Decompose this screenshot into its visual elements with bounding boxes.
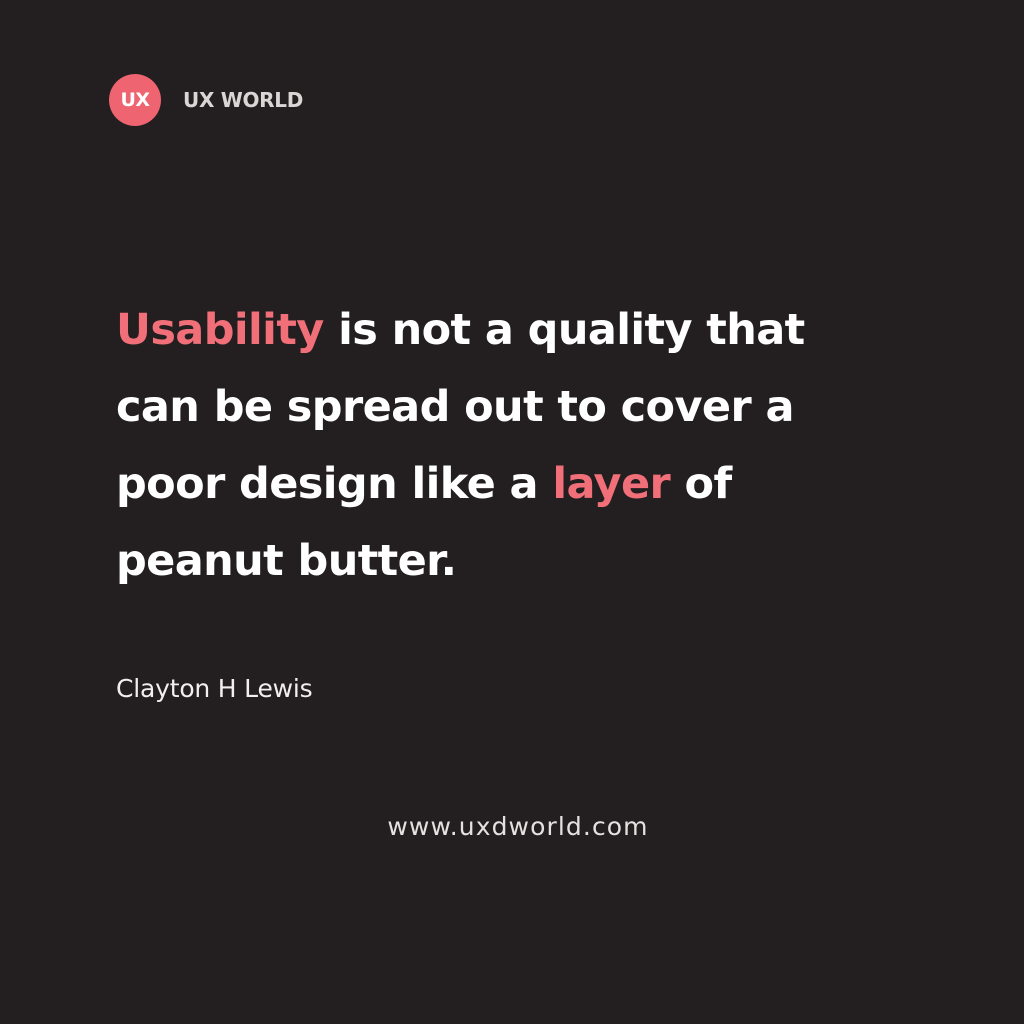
ux-logo-badge: UX bbox=[109, 74, 161, 126]
quote-line-3 bbox=[116, 446, 876, 523]
brand-name: UX WORLD bbox=[183, 88, 304, 112]
quote-line-3-after: of bbox=[670, 459, 732, 509]
brand-header bbox=[109, 74, 303, 126]
quote-line-3-before: poor design like a bbox=[116, 459, 553, 509]
quote-text bbox=[116, 292, 876, 600]
website-url: www.uxdworld.com bbox=[387, 812, 649, 841]
quote-highlight-usability: Usability bbox=[116, 305, 324, 355]
quote-highlight-layer: layer bbox=[552, 459, 671, 509]
quote-line-1-rest: is not a quality that bbox=[323, 305, 805, 355]
quote-line-4: peanut butter. bbox=[116, 536, 457, 586]
quote-author: Clayton H Lewis bbox=[116, 674, 313, 703]
quote-line-1 bbox=[116, 292, 876, 369]
quote-line-2: can be spread out to cover a bbox=[116, 382, 794, 432]
